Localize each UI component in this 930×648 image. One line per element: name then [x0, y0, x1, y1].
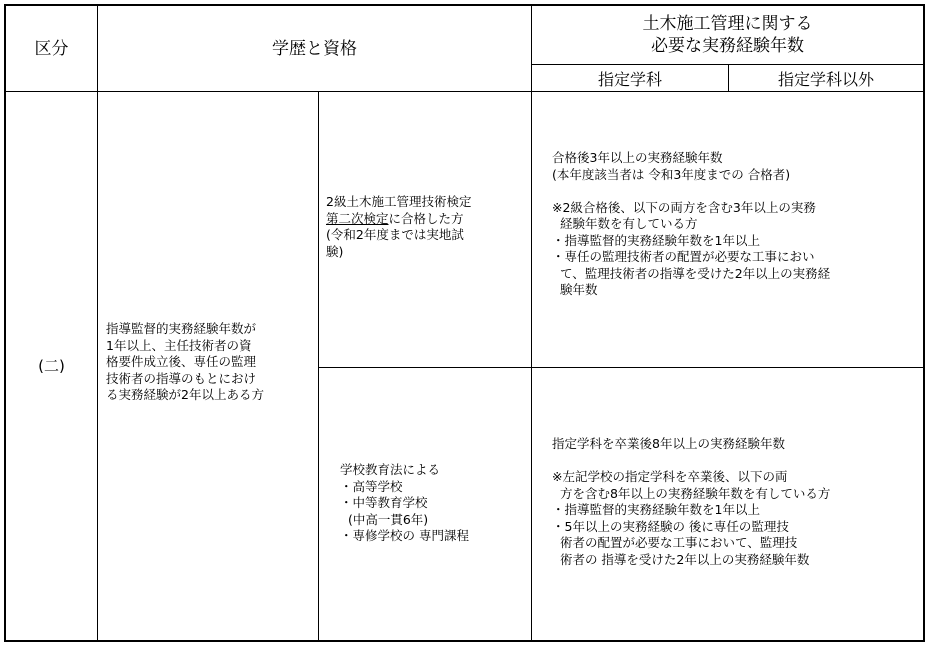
exp-b-line: 術者の配置が必要な工事において、監理技 — [552, 535, 798, 550]
condition-line: 技術者の指導のもとにおけ — [106, 370, 257, 386]
exp-a-line — [552, 183, 922, 200]
exp-a-line: (本年度該当者は 令和3年度までの 合格者) — [552, 166, 791, 182]
qual-b-line: (中高一貫6年) — [340, 511, 429, 527]
experience-a-cell — [552, 150, 922, 299]
qualification-table — [4, 4, 925, 642]
condition-line: る実務経験が2年以上ある方 — [106, 387, 264, 402]
qual-b-line: 学校教育法による — [340, 462, 441, 477]
second-exam-text: 第二次検定 — [326, 210, 389, 226]
exp-a-line: て、監理技術者の指導を受けた2年以上の実務経 — [552, 265, 831, 281]
experience-b-cell — [552, 436, 922, 568]
qual-b-line: ・専修学校の 専門課程 — [340, 528, 469, 543]
exp-a-line: 験年数 — [552, 282, 598, 297]
exp-a-line: ※2級合格後、以下の両方を含む3年以上の実務 — [552, 199, 816, 215]
qual-a-line: (令和2年度までは実地試 — [326, 227, 464, 242]
exp-b-line: 指定学科を卒業後8年以上の実務経験年数 — [552, 436, 785, 451]
exp-b-line: ・5年以上の実務経験の 後に専任の監理技 — [552, 518, 789, 534]
exp-a-line: ・専任の監理技術者の配置が必要な工事におい — [552, 249, 815, 264]
category-header: 区分 — [34, 38, 69, 59]
education-header: 学歴と資格 — [272, 38, 357, 59]
exp-b-line — [552, 453, 922, 470]
exp-b-line: 方を含む8年以上の実務経験年数を有している方 — [552, 485, 831, 501]
qual-b-line: ・高等学校 — [340, 478, 403, 494]
qual-a-line: 験) — [326, 243, 344, 259]
non-designated-subject-header: 指定学科以外 — [777, 69, 874, 89]
condition-line: 指導監督的実務経験年数が — [106, 321, 257, 336]
exp-a-line: 経験年数を有している方 — [552, 216, 698, 231]
qualification-a-cell — [326, 194, 530, 260]
exp-a-line: ・指導監督的実務経験年数を1年以上 — [552, 232, 760, 248]
condition-line: 格要件成立後、専任の監理 — [106, 354, 257, 369]
exp-b-line: ・指導監督的実務経験年数を1年以上 — [552, 502, 760, 517]
experience-header — [532, 6, 923, 64]
exp-b-line: 術者の 指導を受けた2年以上の実務経験年数 — [552, 551, 810, 567]
condition-line: 1年以上、主任技術者の資 — [106, 337, 252, 353]
exp-b-line: ※左記学校の指定学科を卒業後、以下の両 — [552, 469, 788, 484]
col-divider-2 — [318, 91, 319, 640]
experience-header-line2: 必要な実務経験年数 — [651, 36, 804, 56]
col-divider-3 — [531, 6, 532, 640]
qualification-b-cell — [340, 462, 530, 545]
qual-a-line2-rest: に合格した方 — [388, 210, 464, 226]
category-cell: (二) — [38, 357, 65, 375]
qual-a-line: 2級土木施工管理技術検定 — [326, 194, 472, 209]
col-divider-1 — [97, 6, 98, 640]
qual-b-line: ・中等教育学校 — [340, 495, 428, 510]
exp-a-line: 合格後3年以上の実務経験年数 — [552, 150, 723, 165]
header-bottom-line — [6, 91, 923, 92]
qual-a-line-2 — [326, 211, 530, 228]
experience-header-line1: 土木施工管理に関する — [642, 14, 813, 34]
designated-subject-header: 指定学科 — [597, 69, 662, 89]
row-divider — [319, 367, 923, 368]
condition-cell — [106, 321, 316, 404]
